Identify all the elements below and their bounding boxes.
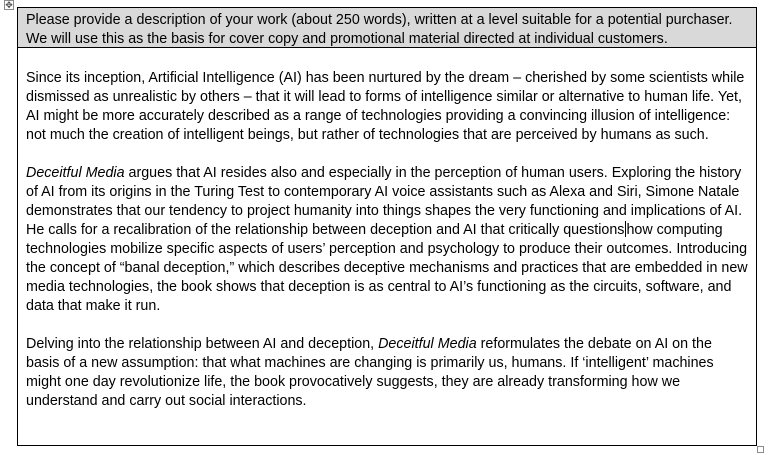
book-title-italic: Deceitful Media — [378, 336, 477, 352]
paragraph-2-text-b: how computing technologies mobilize specific aspects of users’ perception and psychology to produce their outcomes. Introducing the concept of “banal deception,” which describes deceptive mechanisms and practices that are embedded in new media technologies, the book shows that deception is as central to AI’s functioning as the circuits, software, and data that make it run. — [26, 222, 748, 314]
book-title-italic: Deceitful Media — [26, 165, 125, 181]
table-body-cell[interactable] — [18, 48, 756, 411]
paragraph-2 — [26, 164, 748, 316]
paragraph-3-text-a: Delving into the relationship between AI and deception, — [26, 336, 379, 352]
paragraph-2-text-a: argues that AI resides also and especially in the perception of human users. Exploring the history of AI from its origins in the Turing Test to contemporary AI voice assistants such as Alexa and Siri, Simone Natale demonstrates that our tendency to project humanity into things shapes the very functioning and implications of AI. He calls for a recalibration of the relationship between deception and AI that critically questions — [26, 165, 743, 238]
paragraph-3 — [26, 335, 748, 411]
description-table — [17, 7, 757, 446]
paragraph-1-text: Since its inception, Artificial Intelligence (AI) has been nurtured by the dream – cherished by some scientists while dismissed as unrealistic by others – that it will lead to forms of intelligence similar or alternative to human life. Yet, AI might be more accurately described as a range of technologies providing a convincing illusion of intelligence: not much the creation of intelligent beings, but rather of technologies that are perceived by humans as such. — [26, 70, 745, 143]
paragraph-1 — [26, 69, 748, 145]
header-instructions-text: Please provide a description of your work (about 250 words), written at a level suitable for a potential purchaser. We will use this as the basis for cover copy and promotional material directed at individual customers. — [26, 12, 733, 47]
table-move-handle-icon[interactable]: ✥ — [5, 0, 13, 10]
table-header-cell[interactable] — [18, 8, 756, 48]
paragraph-3-text-b: reformulates the debate on AI on the basis of a new assumption: that what machines are changing is primarily us, humans. If ‘intelligent’ machines might one day revolutionize life, the book provocatively suggests, they are already transforming how we understand and carry out social interactions. — [26, 336, 714, 409]
table-resize-handle[interactable] — [757, 446, 764, 453]
